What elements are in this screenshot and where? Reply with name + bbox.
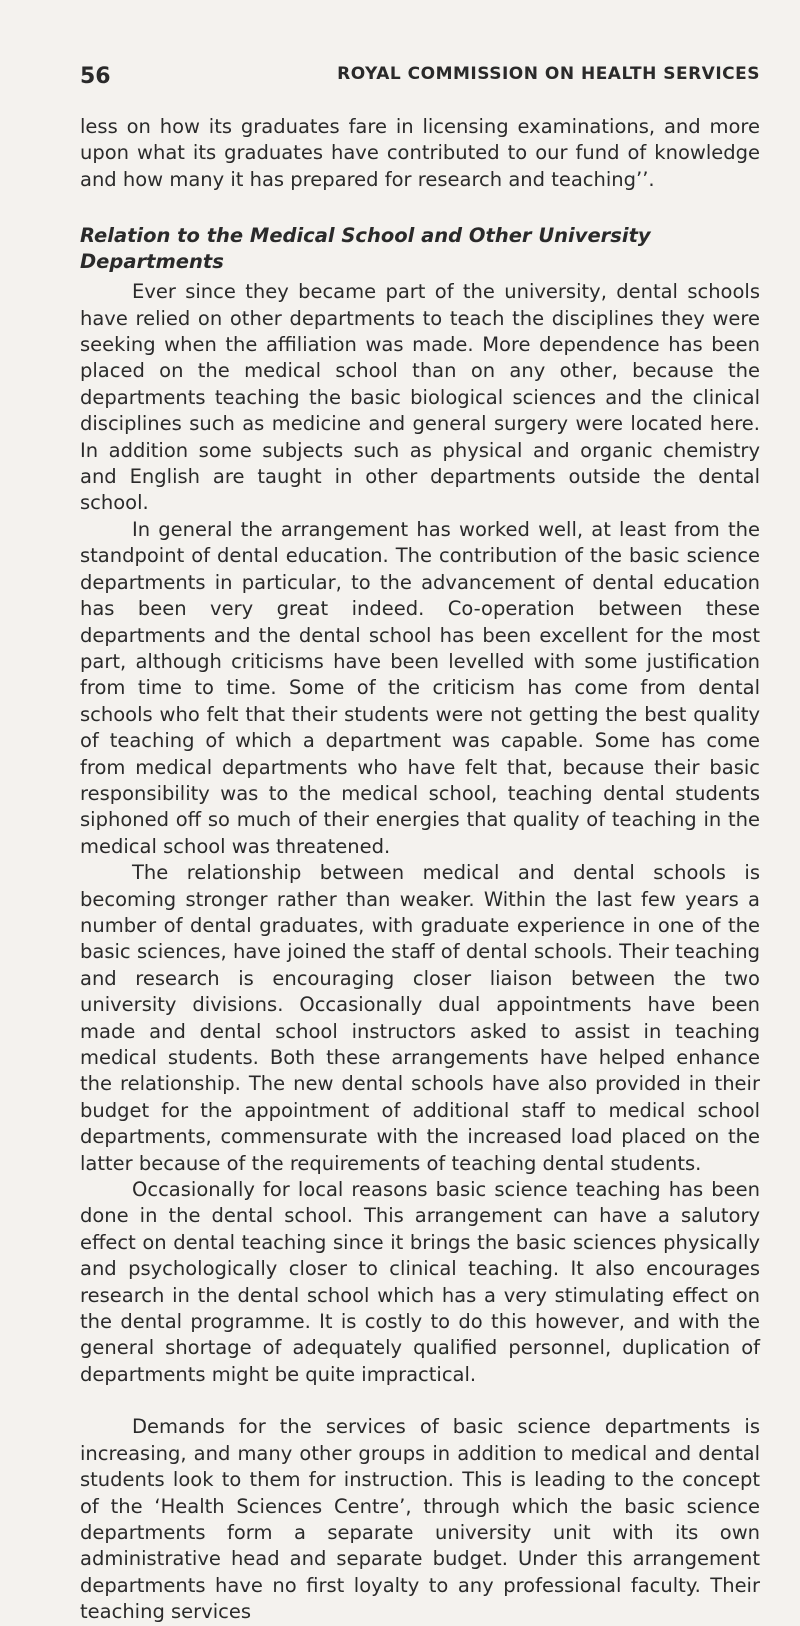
page-number: 56: [80, 64, 111, 89]
body-paragraph: Occasionally for local reasons basic science teaching has been done in the dental school. This arrangement can have a salutory effect on dental teaching since it brings the basic sciences physically and psychologically closer to clinical teaching. It also encourages research in the dental school which has a very stimulating effect on the dental programme. It is costly to do this however, and with the general shortage of adequately qualified personnel, duplication of departments might be quite impractical.: [80, 1178, 760, 1386]
body-paragraph: In general the arrangement has worked well, at least from the standpoint of dental education. The contribution of the basic science departments in particular, to the advancement of dental education has been very great indeed. Co-operation between these departments and the dental school has been excellent for the most part, although criticisms have been levelled with some justification from time to time. Some of the criticism has come from dental schools who felt that their students were not getting the best quality of teaching of which a department was capable. Some has come from medical departments who have felt that, because their basic responsibility was to the medical school, teaching dental students siphoned off so much of their energies that quality of teaching in the medical school was threatened.: [80, 517, 760, 858]
section-heading: Relation to the Medical School and Other University Departments: [80, 224, 651, 274]
running-title: ROYAL COMMISSION ON HEALTH SERVICES: [337, 64, 760, 84]
body-paragraph: The relationship between medical and dental schools is becoming stronger rather than weaker. Within the last few years a number of dental graduates, with graduate experience in one of the basic sciences, have joined the staff of dental schools. Their teaching and research is encouraging closer liaison between the two university divisions. Occasionally dual appointments have been made and dental school instructors asked to assist in teaching medical students. Both these arrangements have helped enhance the relationship. The new dental schools have also provided in their budget for the appointment of additional staff to medical school departments, commensurate with the increased load placed on the latter because of the requirements of teaching dental students.: [80, 861, 760, 1175]
body-paragraph: Demands for the services of basic science departments is increasing, and many other groups in addition to medical and dental students look to them for instruction. This is leading to the concept of the ‘Health Sciences Centre’, through which the basic science departments form a separate university unit with its own administrative head and separate budget. Under this arrangement departments have no first loyalty to any professional faculty. Their teaching services: [80, 1415, 760, 1624]
opening-paragraph: less on how its graduates fare in licensing examinations, and more upon what its graduates have contributed to our fund of knowledge and how many it has prepared for research and teaching’’.: [80, 115, 760, 191]
running-header: [80, 56, 760, 96]
body-paragraph: Ever since they became part of the university, dental schools have relied on other departments to teach the disciplines they were seeking when the affiliation was made. More dependence has been placed on the medical school than on any other, because the departments teaching the basic biological sciences and the clinical disciplines such as medicine and general surgery were located here. In addition some subjects such as physical and organic chemistry and English are taught in other departments outside the dental school.: [80, 280, 760, 515]
